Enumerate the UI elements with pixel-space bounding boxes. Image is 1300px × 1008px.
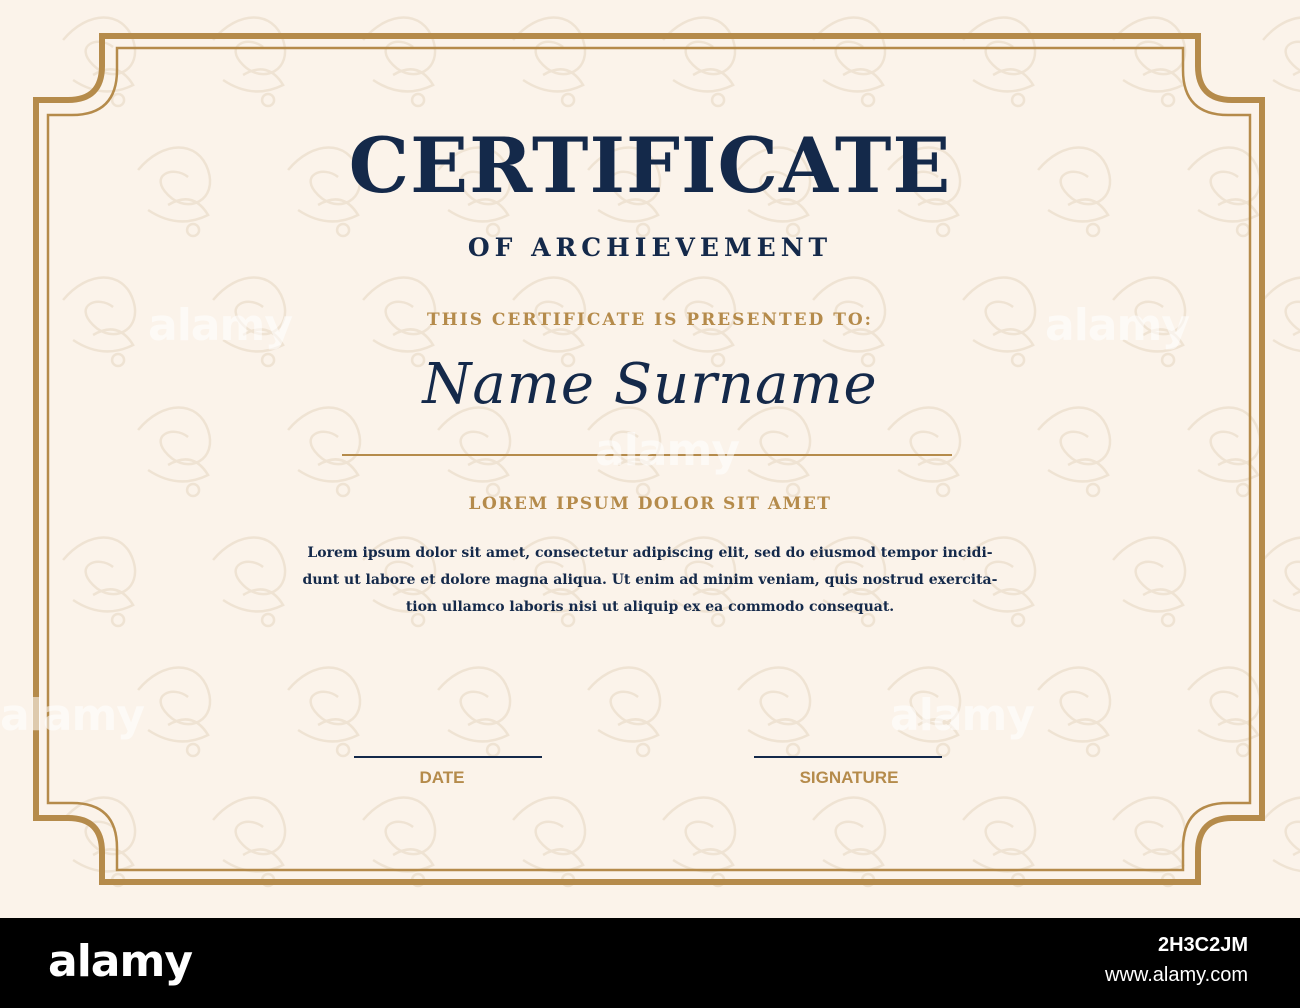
alamy-logo: alamy xyxy=(48,936,192,987)
signature-line xyxy=(754,756,942,758)
body-line: dunt ut labore et dolore magna aliqua. Ut enim ad minim veniam, quis nostrud exercita- xyxy=(302,572,998,588)
body-line: tion ullamco laboris nisi ut aliquip ex ea commodo consequat. xyxy=(405,599,895,615)
signature-label: SIGNATURE xyxy=(799,768,899,787)
watermark-logo: alamy xyxy=(890,690,1034,741)
watermark-logo: alamy xyxy=(148,300,292,351)
watermark-logo: alamy xyxy=(0,690,144,741)
body-text xyxy=(286,540,1014,621)
section-heading: LOREM IPSUM DOLOR SIT AMET xyxy=(468,494,832,514)
body-line: Lorem ipsum dolor sit amet, consectetur adipiscing elit, sed do eiusmod tempor incidi- xyxy=(307,545,993,561)
date-line xyxy=(354,756,542,758)
watermark-logo: alamy xyxy=(1045,300,1189,351)
recipient-name: Name Surname xyxy=(422,352,878,417)
stock-footer-bar xyxy=(0,918,1300,1008)
certificate-subtitle: OF ARCHIEVEMENT xyxy=(467,233,833,262)
watermark-logo: alamy xyxy=(595,425,739,476)
certificate-title: CERTIFICATE xyxy=(348,121,952,210)
presented-to-label: THIS CERTIFICATE IS PRESENTED TO: xyxy=(427,310,873,330)
date-label: DATE xyxy=(419,768,465,787)
image-id: 2H3C2JM xyxy=(1157,934,1248,956)
site-url: www.alamy.com xyxy=(1105,964,1248,986)
